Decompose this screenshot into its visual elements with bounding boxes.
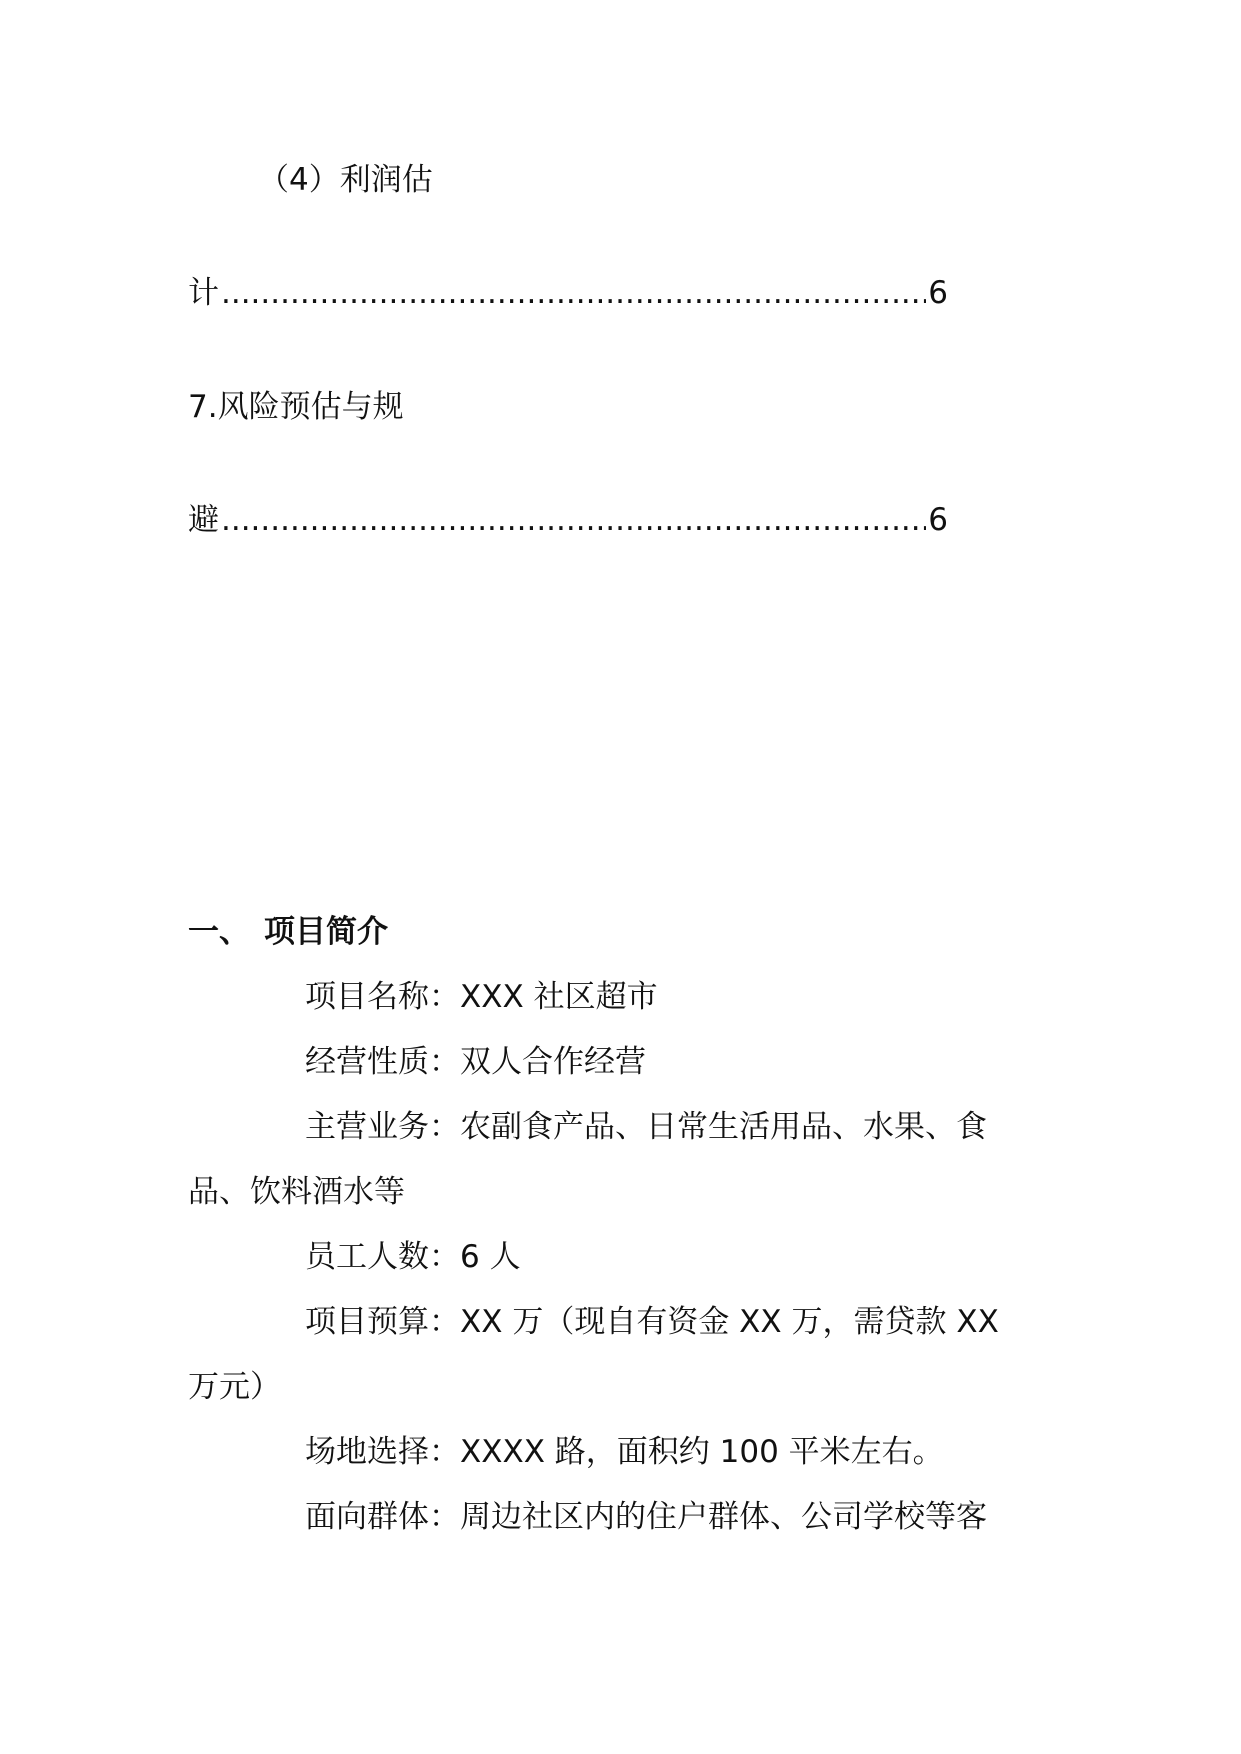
body-budget-line1: 项目预算：XX 万（现自有资金 XX 万，需贷款 XX [305,1304,999,1340]
toc-item-profit-page: 6 [928,275,948,311]
toc-item-profit-line[interactable] [188,273,948,313]
toc-item-risk-page: 6 [928,502,948,538]
section-title: 项目简介 [264,914,388,950]
toc-leader-dots [221,500,926,540]
section-number: 一、 [188,914,250,950]
toc-item-profit-head: （4）利润估 [258,162,433,198]
body-business-nature: 经营性质：双人合作经营 [305,1044,646,1080]
body-budget-line2: 万元） [188,1369,281,1405]
toc-leader-dots [221,273,926,313]
toc-item-risk-head: 7.风险预估与规 [188,389,404,425]
body-target-audience: 面向群体：周边社区内的住户群体、公司学校等客 [305,1499,987,1535]
body-main-business-line1: 主营业务：农副食产品、日常生活用品、水果、食 [305,1109,987,1145]
body-staff-count: 员工人数：6 人 [305,1239,521,1275]
body-project-name: 项目名称：XXX 社区超市 [305,979,658,1015]
body-site-selection: 场地选择：XXXX 路，面积约 100 平米左右。 [305,1434,944,1470]
section-heading [188,912,388,952]
toc-item-risk-line[interactable] [188,500,948,540]
toc-item-profit-tail: 计 [188,275,219,311]
toc-item-risk-tail: 避 [188,502,219,538]
body-main-business-line2: 品、饮料酒水等 [188,1174,405,1210]
